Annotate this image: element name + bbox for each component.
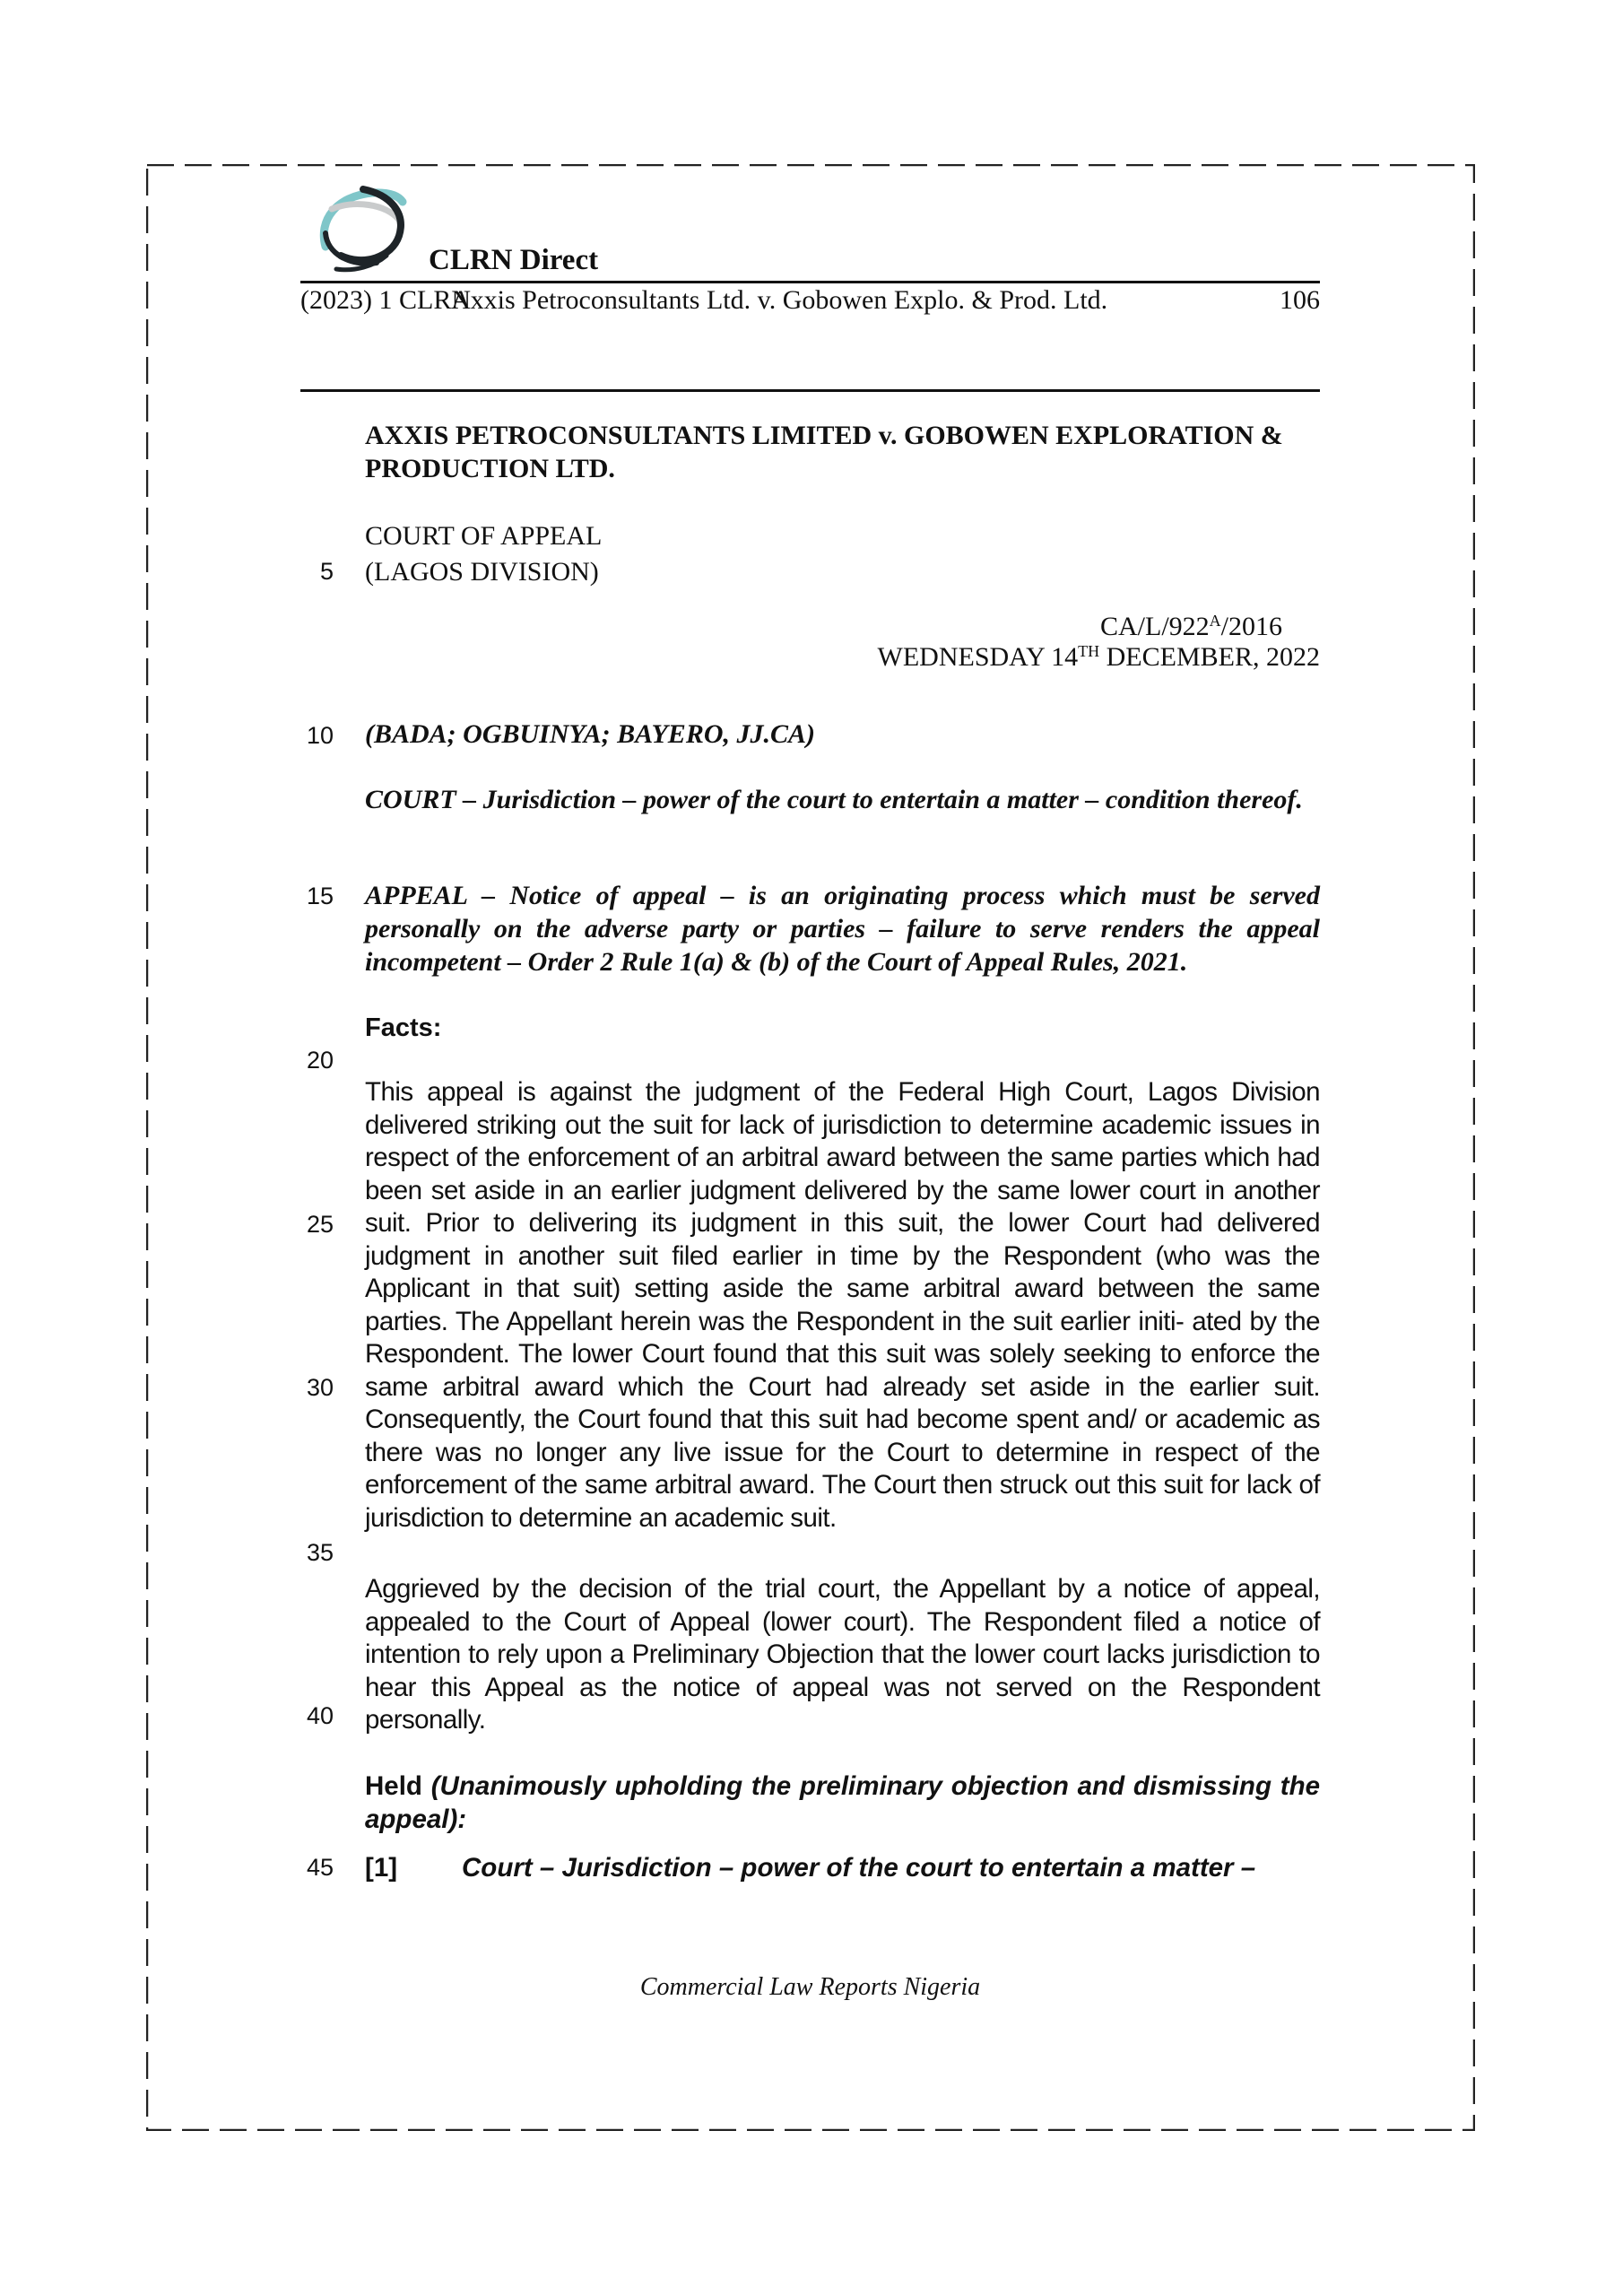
line-number: 40 [306, 1702, 334, 1729]
citation: (2023) 1 CLRN [300, 285, 471, 315]
facts-paragraph: This appeal is against the judgment of the Federal High Court, Lagos Division delivered striking out the suit for lack of jurisdiction to determine academic issues in respect of the enforcement of an arbitral award between the same parties which had been set aside in an earlier judgment delivered by the same lower court in another suit. Prior to delivering its judgment in this suit, the lower Court had delivered judgment in another suit filed earlier in time by the Respondent (who was the Applicant in that suit) setting aside the same arbitral award between the same parties. The Appellant herein was the Respondent in the suit earlier initi- ated by the Respondent. The lower Court found that this suit was solely seeking to enforce the same arbitral award which the Court had already set aside in the earlier suit. Consequently, the Court found that this suit had become spent and/ or academic as there was no longer any live issue for the Court to determine in respect of the enforcement of the same arbitral award. The Court then struck out this suit for lack of jurisdiction to determine an academic suit. [365, 1077, 1320, 1533]
judgment-date: WEDNESDAY 14TH DECEMBER, 2022 [877, 642, 1320, 672]
line-number: 35 [306, 1539, 334, 1566]
line-number: 30 [306, 1374, 334, 1401]
clrn-logo-icon [309, 184, 417, 278]
running-header [300, 285, 1320, 316]
line-number: 10 [306, 722, 334, 749]
header-rule-bottom [300, 389, 1320, 392]
line-number: 15 [306, 883, 334, 909]
brand-name: CLRN Direct [429, 244, 599, 276]
line-number: 45 [306, 1854, 334, 1881]
headnote-court: COURT – Jurisdiction – power of the court to entertain a matter – condition thereof. [365, 785, 1303, 814]
ratio-number: [1] [365, 1853, 398, 1883]
ratio-text: Court – Jurisdiction – power of the court to entertain a matter – [462, 1853, 1256, 1883]
judges-panel: (BADA; OGBUINYA; BAYERO, JJ.CA) [365, 719, 816, 749]
running-title: Axxis Petroconsultants Ltd. v. Gobowen Explo. & Prod. Ltd. [451, 285, 1108, 315]
court-block [365, 518, 1320, 590]
ratio-item [365, 1853, 1320, 1889]
header-rule-top [300, 281, 1320, 283]
page-footer: Commercial Law Reports Nigeria [639, 1973, 981, 2001]
line-number: 20 [306, 1047, 334, 1074]
suit-number: $CA/L/922^A/2016$ [1099, 612, 1282, 641]
line-number: 5 [319, 558, 334, 585]
headnote-appeal: APPEAL – Notice of appeal – is an originating process which must be served personally on the adverse party or parties – failure to serve renders the appeal incompetent – Order 2 Rule 1(a) & (b) of the Court of Appeal Rules, 2021. [365, 881, 1320, 977]
held-statement [365, 1770, 1320, 1836]
court-name: COURT OF APPEAL [365, 521, 603, 551]
case-title: AXXIS PETROCONSULTANTS LIMITED v. GOBOWEN EXPLORATION & PRODUCTION LTD. [365, 421, 1283, 483]
held-label: Held [365, 1771, 422, 1801]
page-number: 106 [1280, 285, 1320, 315]
held-qualifier: (Unanimously upholding the preliminary objection and dismissing the appeal): [365, 1771, 1321, 1834]
line-number: 25 [306, 1211, 334, 1238]
facts-paragraph: Aggrieved by the decision of the trial court, the Appellant by a notice of appeal, appealed to the Court of Appeal (lower court). The Respondent filed a notice of intention to rely upon a Preliminary Objection that the lower court lacks jurisdiction to hear this Appeal as the notice of appeal was not served on the Respondent personally. [365, 1574, 1320, 1735]
court-division: (LAGOS DIVISION) [365, 557, 599, 587]
facts-heading: Facts: [365, 1013, 442, 1042]
